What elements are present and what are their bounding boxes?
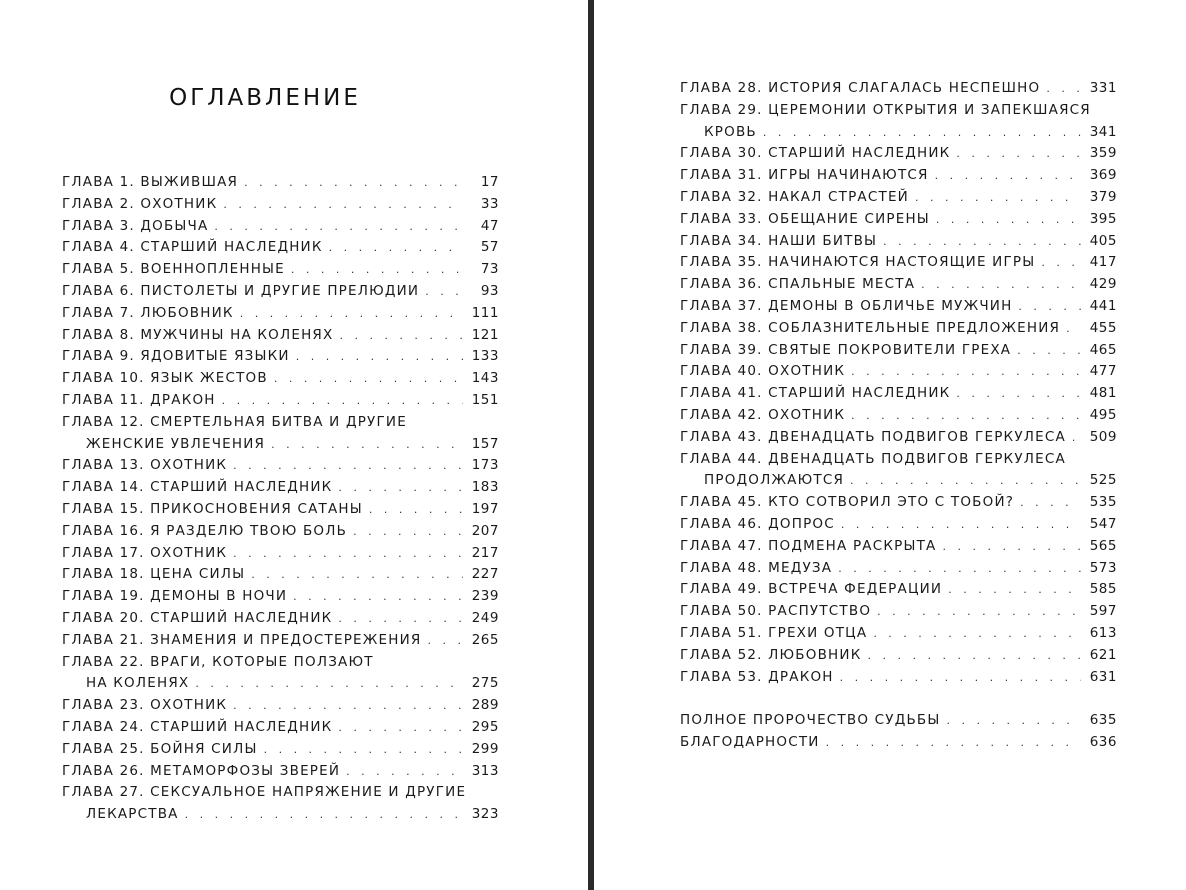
chapter-title: ГЛАВА 46. ДОПРОС [680, 515, 835, 532]
page-number: 441 [1089, 297, 1117, 314]
chapter-title: ГЛАВА 13. ОХОТНИК [62, 457, 228, 474]
dot-leader [338, 717, 463, 739]
chapter-title: ГЛАВА 28. ИСТОРИЯ СЛАГАЛАСЬ НЕСПЕШНО [680, 80, 1041, 96]
chapter-title: ГЛАВА 52. ЛЮБОВНИК [680, 646, 862, 663]
toc-entry[interactable] [62, 281, 499, 303]
dot-leader [841, 514, 1081, 536]
chapter-title: ГЛАВА 27. СЕКСУАЛЬНОЕ НАПРЯЖЕНИЕ И ДРУГИЕ [62, 784, 467, 801]
dot-leader [293, 586, 463, 608]
toc-entry[interactable] [680, 231, 1117, 253]
toc-entry[interactable] [62, 739, 499, 761]
chapter-title: ГЛАВА 14. СТАРШИЙ НАСЛЕДНИК [62, 479, 333, 496]
chapter-title-continued: ЖЕНСКИЕ УВЛЕЧЕНИЯ [86, 435, 266, 452]
toc-entry[interactable] [62, 412, 499, 456]
page-number: 635 [1089, 712, 1117, 729]
dot-leader [915, 187, 1081, 209]
chapter-title: ГЛАВА 50. РАСПУТСТВО [680, 603, 872, 620]
chapter-title: ГЛАВА 40. ОХОТНИК [680, 363, 846, 380]
toc-entry[interactable] [680, 427, 1117, 449]
dot-leader [956, 143, 1081, 165]
toc-entry[interactable] [62, 259, 499, 281]
page-number: 417 [1089, 254, 1117, 271]
page-number: 295 [471, 718, 499, 735]
page-number: 73 [480, 261, 499, 278]
page-number: 631 [1089, 668, 1117, 685]
dot-leader [883, 231, 1081, 253]
chapter-title: ГЛАВА 9. ЯДОВИТЫЕ ЯЗЫКИ [62, 348, 290, 365]
toc-entry[interactable] [62, 695, 499, 717]
toc-entry[interactable] [62, 564, 499, 586]
dot-leader [1018, 296, 1081, 318]
toc-entry[interactable] [680, 710, 1117, 732]
chapter-title: ГЛАВА 25. БОЙНЯ СИЛЫ [62, 740, 258, 757]
dot-leader [274, 368, 463, 390]
page-number: 299 [471, 740, 499, 757]
dot-leader [338, 477, 463, 499]
chapter-title: ГЛАВА 44. ДВЕНАДЦАТЬ ПОДВИГОВ ГЕРКУЛЕСА [680, 450, 1066, 467]
page-number: 265 [471, 631, 499, 648]
dot-leader [936, 209, 1081, 231]
page-number: 455 [1089, 319, 1117, 336]
dot-leader [840, 667, 1081, 689]
page-number: 547 [1089, 515, 1117, 532]
page-number: 239 [471, 588, 499, 605]
chapter-title: ГЛАВА 4. СТАРШИЙ НАСЛЕДНИК [62, 239, 323, 256]
right-page [594, 0, 1186, 890]
page-number: 227 [471, 566, 499, 583]
toc-list-left [62, 172, 499, 826]
page-number: 313 [471, 762, 499, 779]
dot-leader [339, 325, 463, 347]
chapter-title: ГЛАВА 29. ЦЕРЕМОНИИ ОТКРЫТИЯ И ЗАПЕКШАЯСЯ [680, 101, 1091, 118]
toc-entry[interactable] [680, 165, 1117, 187]
toc-entry[interactable] [62, 346, 499, 368]
dot-leader [873, 623, 1081, 645]
dot-leader [425, 281, 463, 303]
page-number: 429 [1089, 276, 1117, 293]
page-number: 495 [1089, 406, 1117, 423]
chapter-title: ГЛАВА 11. ДРАКОН [62, 391, 216, 408]
dot-leader [251, 564, 463, 586]
page-number: 249 [471, 609, 499, 626]
toc-entry[interactable] [62, 608, 499, 630]
chapter-title: ГЛАВА 45. КТО СОТВОРИЛ ЭТО С ТОБОЙ? [680, 494, 1015, 511]
chapter-title: ГЛАВА 36. СПАЛЬНЫЕ МЕСТА [680, 276, 916, 293]
toc-entry[interactable] [680, 601, 1117, 623]
chapter-title: ГЛАВА 24. СТАРШИЙ НАСЛЕДНИК [62, 718, 333, 735]
dot-leader [1041, 252, 1081, 274]
chapter-title: ГЛАВА 5. ВОЕННОПЛЕННЫЕ [62, 261, 285, 278]
chapter-title: ГЛАВА 33. ОБЕЩАНИЕ СИРЕНЫ [680, 210, 930, 227]
chapter-title: ГЛАВА 3. ДОБЫЧА [62, 217, 209, 234]
page-number: 465 [1089, 341, 1117, 358]
dot-leader [1072, 427, 1081, 449]
chapter-title: ГЛАВА 47. ПОДМЕНА РАСКРЫТА [680, 537, 937, 554]
page-number: 565 [1089, 537, 1117, 554]
dot-leader [867, 645, 1081, 667]
toc-entry[interactable] [680, 536, 1117, 558]
page-number: 509 [1089, 428, 1117, 445]
page-number: 369 [1089, 167, 1117, 184]
toc-entry[interactable] [62, 652, 499, 696]
toc-entry[interactable] [62, 543, 499, 565]
dot-leader [921, 274, 1081, 296]
page-number: 275 [471, 675, 499, 692]
toc-entry[interactable] [62, 761, 499, 783]
dot-leader [838, 558, 1081, 580]
page-number: 395 [1089, 210, 1117, 227]
dot-leader [948, 579, 1081, 601]
chapter-title: ГЛАВА 10. ЯЗЫК ЖЕСТОВ [62, 370, 268, 387]
page-number: 33 [480, 195, 499, 212]
chapter-title: ГЛАВА 22. ВРАГИ, КОТОРЫЕ ПОЛЗАЮТ [62, 653, 374, 670]
page-number: 405 [1089, 232, 1117, 249]
toc-entry[interactable] [62, 455, 499, 477]
toc-entry[interactable] [680, 187, 1117, 209]
chapter-title-continued: ПРОДОЛЖАЮТСЯ [704, 472, 845, 489]
chapter-title: ГЛАВА 51. ГРЕХИ ОТЦА [680, 624, 868, 641]
dot-leader [346, 761, 463, 783]
dot-leader [956, 383, 1081, 405]
toc-entry[interactable] [62, 194, 499, 216]
page-number: 331 [1089, 80, 1117, 96]
dot-leader [264, 739, 463, 761]
toc-entry[interactable] [62, 325, 499, 347]
chapter-title: ГЛАВА 2. ОХОТНИК [62, 195, 218, 212]
dot-leader [946, 710, 1081, 732]
chapter-title: ГЛАВА 19. ДЕМОНЫ В НОЧИ [62, 588, 288, 605]
dot-leader [271, 434, 463, 456]
chapter-title: ГЛАВА 38. СОБЛАЗНИТЕЛЬНЫЕ ПРЕДЛОЖЕНИЯ [680, 319, 1061, 336]
chapter-title: ГЛАВА 21. ЗНАМЕНИЯ И ПРЕДОСТЕРЕЖЕНИЯ [62, 631, 422, 648]
dot-leader [851, 361, 1081, 383]
page-number: 151 [471, 391, 499, 408]
toc-title: оглавление [169, 74, 361, 113]
page-number: 17 [480, 174, 499, 190]
page-number: 481 [1089, 385, 1117, 402]
dot-leader [296, 346, 463, 368]
page-number: 597 [1089, 603, 1117, 620]
toc-entry[interactable] [680, 100, 1117, 144]
toc-entry[interactable] [680, 78, 1117, 100]
page-number: 111 [471, 304, 499, 321]
page-number: 57 [480, 239, 499, 256]
dot-leader [244, 172, 463, 194]
toc-entry[interactable] [680, 318, 1117, 340]
dot-leader [240, 303, 463, 325]
toc-entry[interactable] [680, 514, 1117, 536]
page-number: 93 [480, 282, 499, 299]
toc-entry[interactable] [680, 623, 1117, 645]
chapter-title: ГЛАВА 1. ВЫЖИВШАЯ [62, 174, 239, 190]
dot-leader [195, 673, 463, 695]
chapter-title: ГЛАВА 39. СВЯТЫЕ ПОКРОВИТЕЛИ ГРЕХА [680, 341, 1012, 358]
toc-entry[interactable] [62, 717, 499, 739]
chapter-title: ГЛАВА 26. МЕТАМОРФОЗЫ ЗВЕРЕЙ [62, 762, 341, 779]
dot-leader [1020, 492, 1081, 514]
spacer [680, 688, 1117, 710]
chapter-title: ГЛАВА 41. СТАРШИЙ НАСЛЕДНИК [680, 385, 951, 402]
toc-entry[interactable] [680, 296, 1117, 318]
dot-leader [214, 216, 463, 238]
dot-leader [223, 194, 463, 216]
dot-leader [1017, 340, 1081, 362]
dot-leader [338, 608, 463, 630]
page-number: 143 [471, 370, 499, 387]
toc-entry[interactable] [62, 303, 499, 325]
page-number: 535 [1089, 494, 1117, 511]
toc-entry[interactable] [62, 390, 499, 412]
chapter-title: ГЛАВА 43. ДВЕНАДЦАТЬ ПОДВИГОВ ГЕРКУЛЕСА [680, 428, 1066, 445]
chapter-title-continued: НА КОЛЕНЯХ [86, 675, 190, 692]
dot-leader [1046, 78, 1081, 100]
dot-leader [233, 543, 463, 565]
page-number: 173 [471, 457, 499, 474]
dot-leader [233, 695, 463, 717]
toc-entry[interactable] [680, 645, 1117, 667]
toc-entry[interactable] [680, 492, 1117, 514]
dot-leader [427, 630, 463, 652]
dot-leader [353, 521, 463, 543]
chapter-title: ГЛАВА 37. ДЕМОНЫ В ОБЛИЧЬЕ МУЖЧИН [680, 297, 1013, 314]
chapter-title: ГЛАВА 42. ОХОТНИК [680, 406, 846, 423]
chapter-title: ГЛАВА 12. СМЕРТЕЛЬНАЯ БИТВА И ДРУГИЕ [62, 413, 407, 430]
dot-leader [222, 390, 463, 412]
chapter-title: ГЛАВА 30. СТАРШИЙ НАСЛЕДНИК [680, 145, 951, 162]
toc-entry[interactable] [62, 216, 499, 238]
dot-leader [851, 405, 1081, 427]
page-number: 613 [1089, 624, 1117, 641]
chapter-title: ГЛАВА 49. ВСТРЕЧА ФЕДЕРАЦИИ [680, 581, 943, 598]
page-number: 217 [471, 544, 499, 561]
dot-leader [877, 601, 1081, 623]
chapter-title: ГЛАВА 20. СТАРШИЙ НАСЛЕДНИК [62, 609, 333, 626]
toc-entry[interactable] [62, 586, 499, 608]
toc-entry[interactable] [62, 477, 499, 499]
page-number: 121 [471, 326, 499, 343]
page-number: 525 [1089, 472, 1117, 489]
page-number: 47 [480, 217, 499, 234]
toc-entry[interactable] [680, 383, 1117, 405]
left-page [0, 0, 588, 890]
dot-leader [233, 455, 463, 477]
toc-list-right [680, 78, 1117, 754]
dot-leader [763, 122, 1081, 144]
dot-leader [291, 259, 463, 281]
chapter-title: ГЛАВА 32. НАКАЛ СТРАСТЕЙ [680, 188, 909, 205]
dot-leader [185, 804, 463, 826]
chapter-title: ГЛАВА 48. МЕДУЗА [680, 559, 833, 576]
toc-entry[interactable] [680, 405, 1117, 427]
page-number: 323 [471, 806, 499, 823]
toc-entry[interactable] [62, 782, 499, 826]
chapter-title: ГЛАВА 17. ОХОТНИК [62, 544, 228, 561]
dot-leader [1066, 318, 1081, 340]
page-number: 183 [471, 479, 499, 496]
dot-leader [369, 499, 463, 521]
chapter-title: ГЛАВА 16. Я РАЗДЕЛЮ ТВОЮ БОЛЬ [62, 522, 348, 539]
dot-leader [826, 732, 1081, 754]
page-number: 477 [1089, 363, 1117, 380]
toc-entry[interactable] [62, 499, 499, 521]
toc-entry[interactable] [680, 558, 1117, 580]
page-number: 359 [1089, 145, 1117, 162]
dot-leader [329, 237, 463, 259]
dot-leader [942, 536, 1081, 558]
chapter-title: ГЛАВА 35. НАЧИНАЮТСЯ НАСТОЯЩИЕ ИГРЫ [680, 254, 1036, 271]
dot-leader [935, 165, 1081, 187]
chapter-title: ГЛАВА 31. ИГРЫ НАЧИНАЮТСЯ [680, 167, 929, 184]
chapter-title-continued: ЛЕКАРСТВА [86, 806, 179, 823]
page-number: 585 [1089, 581, 1117, 598]
page-number: 197 [471, 500, 499, 517]
dot-leader [850, 470, 1081, 492]
page-number: 621 [1089, 646, 1117, 663]
chapter-title: ГЛАВА 6. ПИСТОЛЕТЫ И ДРУГИЕ ПРЕЛЮДИИ [62, 282, 420, 299]
page-number: 207 [471, 522, 499, 539]
toc-entry[interactable] [680, 449, 1117, 493]
toc-entry[interactable] [680, 143, 1117, 165]
chapter-title: ГЛАВА 23. ОХОТНИК [62, 697, 228, 714]
toc-entry[interactable] [680, 209, 1117, 231]
toc-entry[interactable] [62, 237, 499, 259]
chapter-title: ГЛАВА 34. НАШИ БИТВЫ [680, 232, 878, 249]
toc-entry[interactable] [680, 667, 1117, 689]
chapter-title: ГЛАВА 53. ДРАКОН [680, 668, 834, 685]
toc-entry[interactable] [680, 579, 1117, 601]
toc-entry[interactable] [680, 732, 1117, 754]
chapter-title: ГЛАВА 8. МУЖЧИНЫ НА КОЛЕНЯХ [62, 326, 334, 343]
toc-entry[interactable] [62, 172, 499, 194]
toc-entry[interactable] [680, 361, 1117, 383]
page-number: 157 [471, 435, 499, 452]
page-number: 636 [1089, 734, 1117, 751]
chapter-title: БЛАГОДАРНОСТИ [680, 734, 820, 751]
page-number: 133 [471, 348, 499, 365]
chapter-title: ПОЛНОЕ ПРОРОЧЕСТВО СУДЬБЫ [680, 712, 941, 729]
chapter-title-continued: КРОВЬ [704, 123, 757, 140]
page-number: 289 [471, 697, 499, 714]
toc-entry[interactable] [680, 340, 1117, 362]
toc-entry[interactable] [680, 274, 1117, 296]
page-number: 379 [1089, 188, 1117, 205]
chapter-title: ГЛАВА 7. ЛЮБОВНИК [62, 304, 234, 321]
toc-entry[interactable] [680, 252, 1117, 274]
toc-entry[interactable] [62, 368, 499, 390]
page-number: 341 [1089, 123, 1117, 140]
toc-entry[interactable] [62, 521, 499, 543]
chapter-title: ГЛАВА 18. ЦЕНА СИЛЫ [62, 566, 246, 583]
page-number: 573 [1089, 559, 1117, 576]
chapter-title: ГЛАВА 15. ПРИКОСНОВЕНИЯ САТАНЫ [62, 500, 363, 517]
toc-entry[interactable] [62, 630, 499, 652]
